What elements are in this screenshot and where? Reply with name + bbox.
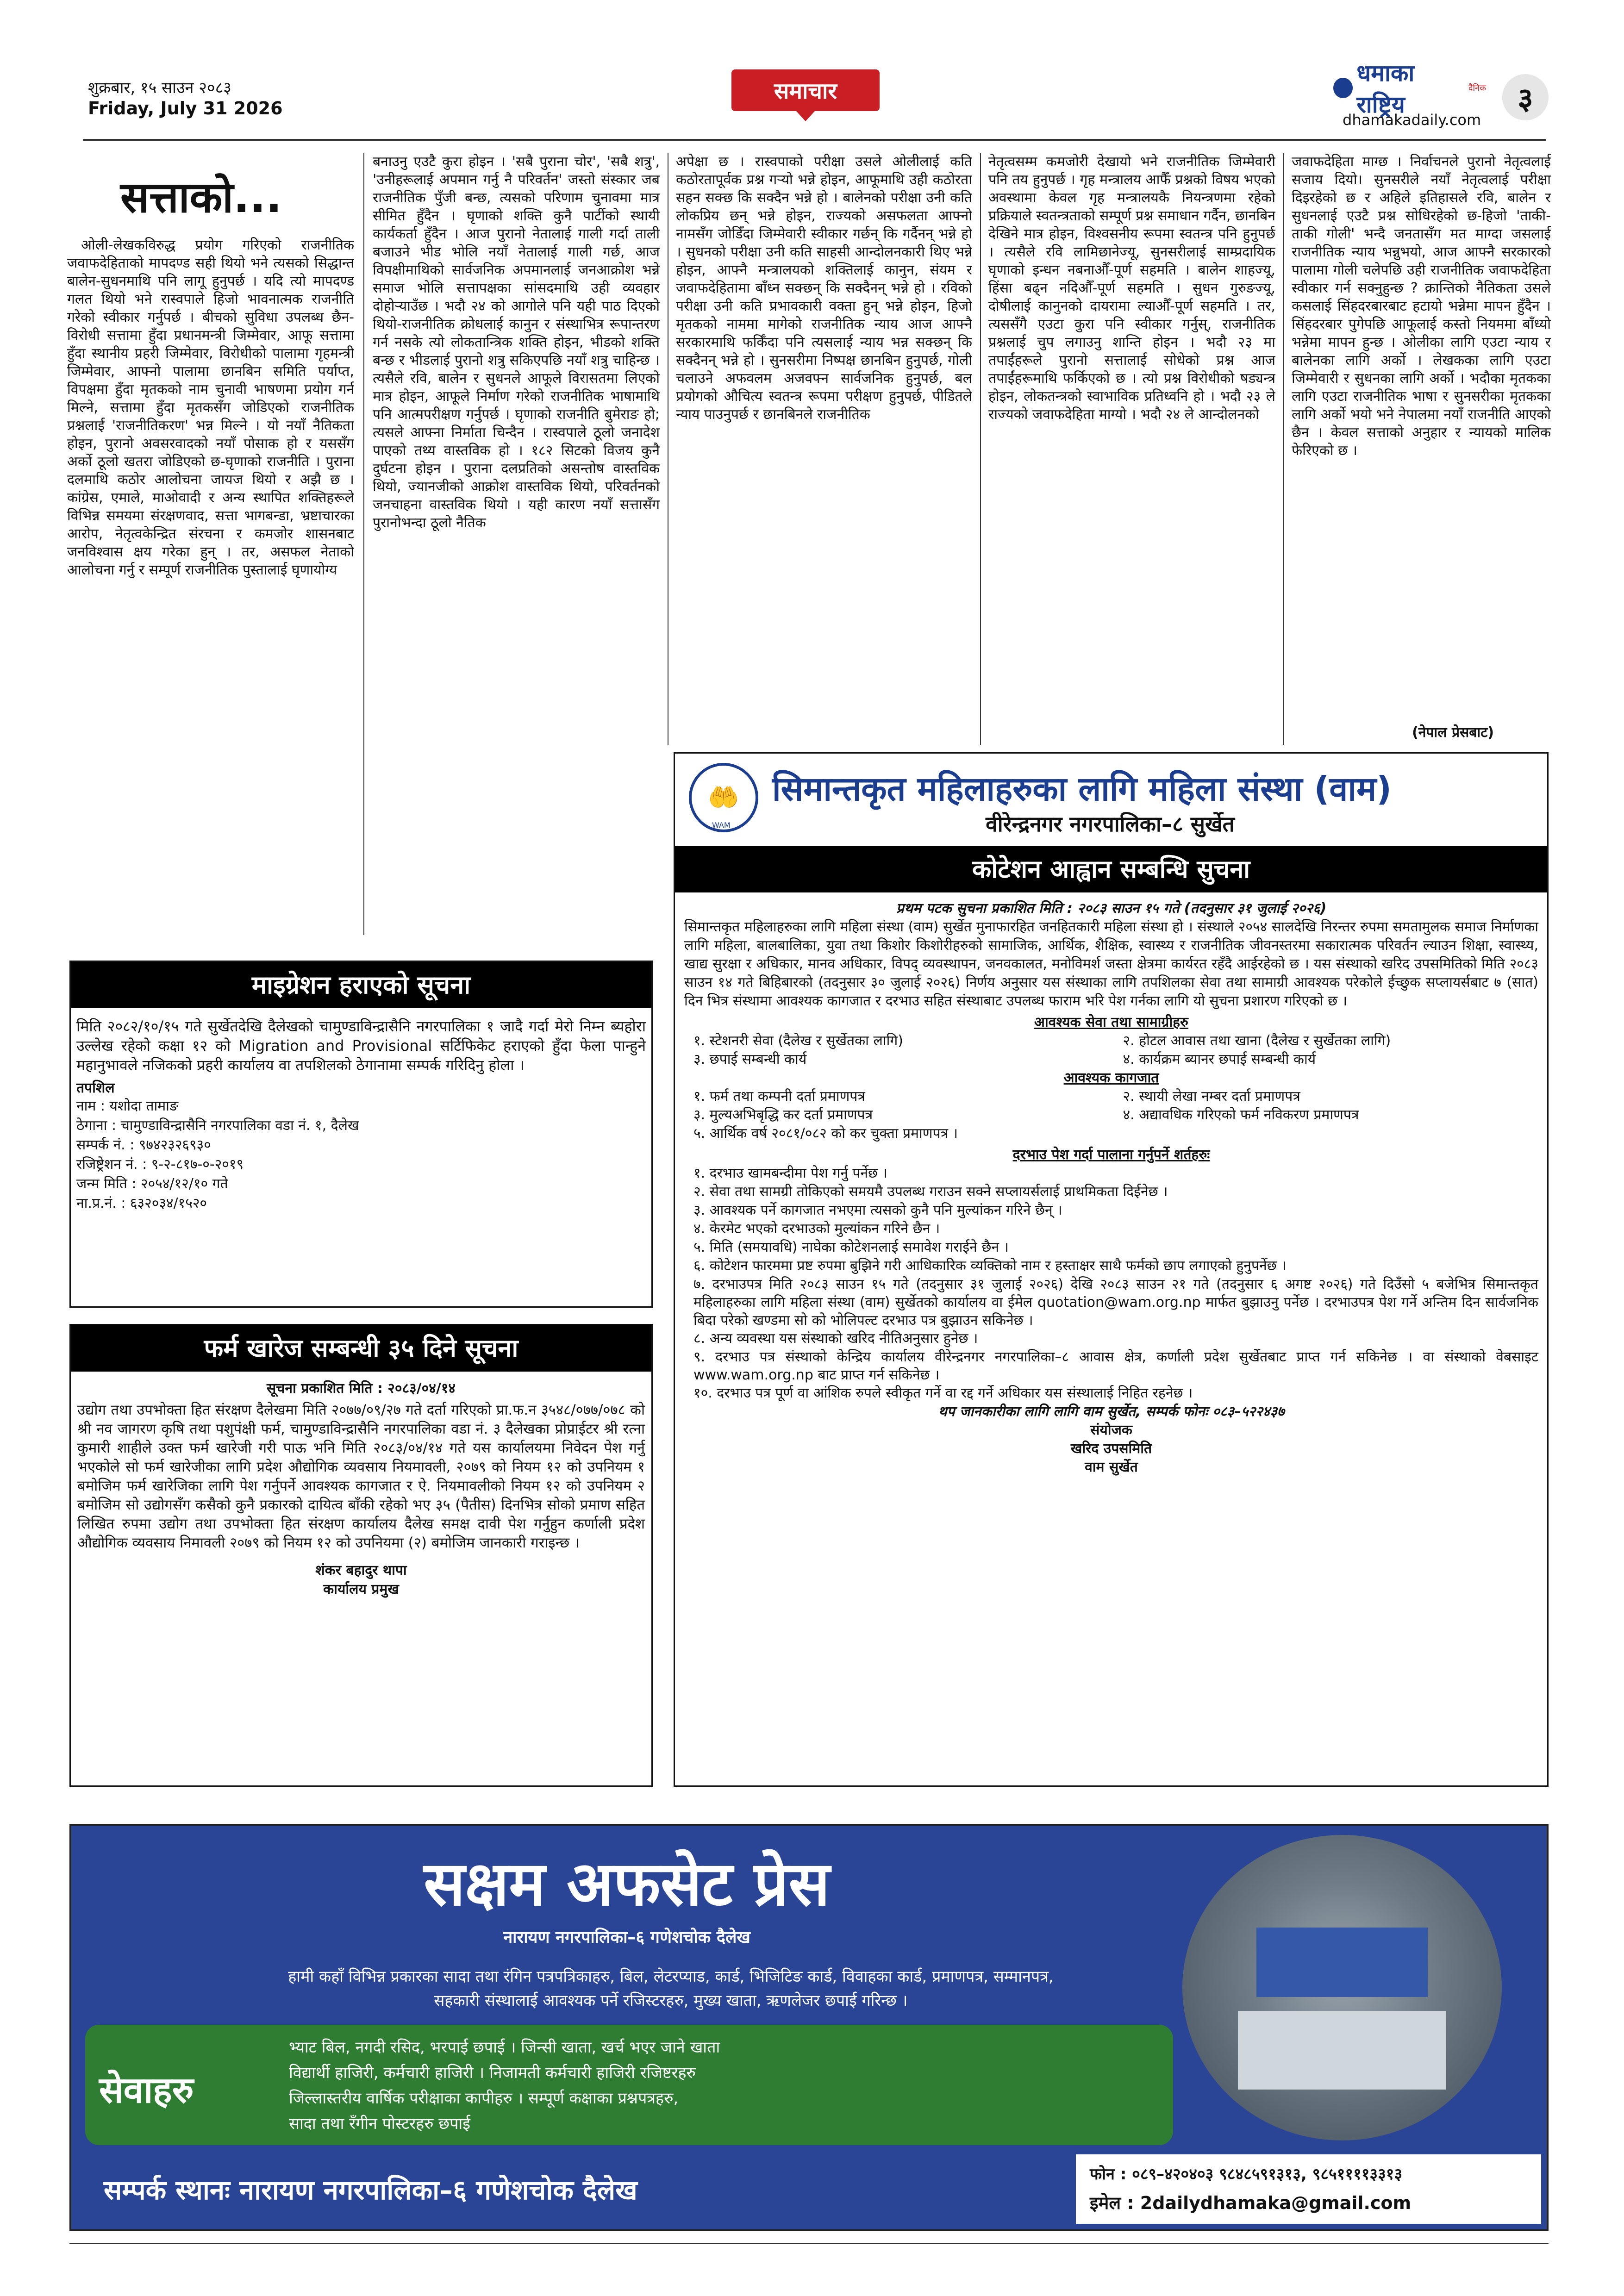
detail-registration: रजिष्ट्रेशन नं. : ९-२-८१७-०-२०१९ <box>76 1156 244 1173</box>
ad-press-intro: हामी कहाँ विभिन्न प्रकारका सादा तथा रंगिन पत्रपत्रिकाहरु, बिल, लेटरप्याड, कार्ड, भिजिटिङ कार्ड, विवाहका कार्ड, प्रमाणपत्र, सम्मानपत्र, सहकारी संस्थालाई आवश्यक पर्ने रजिस्टरहरु, मुख्य खाता, ऋणलेजर छपाई गरिन्छ । <box>288 1967 1054 2010</box>
wam-condition-item: ४. केरमेट भएको दरभाउको मुल्यांकन गरिने छैन । <box>693 1221 940 1237</box>
wam-conditions-heading: दरभाउ पेश गर्दा पालाना गर्नुपर्ने शर्तहरुः <box>1012 1147 1210 1163</box>
header-date-np: शुक्रबार, १५ साउन २०८३ <box>88 79 231 97</box>
section-label-text: समाचार <box>774 78 837 104</box>
wam-conditions-list <box>684 1164 1538 1403</box>
article-column-5: जवाफदेहिता माग्छ । निर्वाचनले पुरानो नेतृत्वलाई सजाय दियो। सुनसरीले नयाँ नेतृत्वलाई परीक्षा दिइरहेको छ र अहिले इतिहासले रवि, बालेन र सुधनलाई एउटै प्रश्न सोधिरहेको छ-हिजो 'ताकी-ताकी गोली' भन्दै जनतासँग मत माग्दा जसलाई राजनीतिक न्याय भन्नुभयो, आज आफ्नै सरकारको पालामा गोली चलेपछि उही राजनीतिक जवाफदेहिता स्वीकार गर्न सक्नुहुन्छ ? क्रान्तिको नैतिकता उसले कसलाई सिंहदरबारबाट हटायो भन्नेमा मापन हुँदैन । सिंहदरबार पुगेपछि आफूलाई कस्तो नियममा बाँध्यो भन्नेमा मापन हुन्छ । ओलीका लागि एउटा न्याय र बालेनका लागि अर्को । लेखकका लागि एउटा जिम्मेवारी र सुधनका लागि अर्को । भदौका मृतकका लागि एउटा राजनीतिक भाषा र सुनसरीका मृतकका लागि अर्को भयो भने नेपालमा नयाँ राजनीति आएको छैन । केवल सत्ताको अनुहार र न्यायको मालिक फेरिएको छ । <box>1292 154 1551 459</box>
ad-service-line: जिल्लास्तरीय वार्षिक परीक्षाका कापीहरु । सम्पूर्ण कक्षाका प्रश्नपत्रहरु, <box>289 2089 679 2108</box>
column-divider <box>1283 153 1284 745</box>
wam-document-item: ५. आर्थिक वर्ष २०८१/०८२ को कर चुक्ता प्रमाणपत्र । <box>693 1125 958 1142</box>
wam-document-item: ४. अद्यावधिक गरिएको फर्म नविकरण प्रमाणपत्र <box>1123 1107 1359 1123</box>
ad-service-line: भ्याट बिल, नगदी रसिद, भरपाई छपाई । जिन्सी खाता, खर्च भएर जाने खाता <box>289 2038 720 2057</box>
notice-wam <box>674 752 1549 1787</box>
notice-firm-signatory-name: शंकर बहादुर थापा <box>315 1562 407 1578</box>
wam-sign-3: वाम सुर्खेत <box>1085 1459 1138 1475</box>
article-column-1: ओली-लेखकविरुद्ध प्रयोग गरिएको राजनीतिक जवाफदेहिताको मापदण्ड सही थियो भने त्यसको सिद्धान्त बालेन-सुधनमाथि पनि लागू हुनुपर्छ । यदि त्यो मापदण्ड गलत थियो भने रास्वपाले हिजो भावनात्मक राजनीति गरेको स्वीकार गर्नुपर्छ । बीचको सुविधा उपलब्ध छैन-विरोधी सत्तामा हुँदा प्रधानमन्त्री जिम्मेवार, आफू सत्तामा हुँदा स्थानीय प्रहरी जिम्मेवार, विरोधीको पालामा गृहमन्त्री जिम्मेवार, आफ्नो पालामा छानबिन समिति पर्याप्त, विपक्षमा हुँदा मृतकको नाम चुनावी भाषणमा प्रयोग गर्न मिल्ने, सत्तामा हुँदा मृतकसँग जोडिएको राजनीतिक प्रश्नलाई 'राजनीतिकरण' भन्न मिल्ने । यो नयाँ नैतिकता होइन, पुरानो अवसरवादको नयाँ पोसाक हो र यससँग अर्को ठूलो खतरा जोडिएको छ-घृणाको राजनीति । पुराना दलमाथि कठोर आलोचना जायज थियो र अझै छ । कांग्रेस, एमाले, माओवादी र अन्य स्थापित शक्तिहरूले विभिन्न समयमा संरक्षणवाद, सत्ता भागबन्डा, भ्रष्टाचारका आरोप, नेतृत्वकेन्द्रित संरचना र कमजोर शासनबाट जनविश्वास क्षय गरेका हुन् । तर, असफल नेताको आलोचना गर्नु र सम्पूर्ण राजनीतिक पुस्तालाई घृणायोग्य <box>67 237 354 578</box>
footer-rule <box>69 2243 1549 2244</box>
wam-title: कोटेशन आह्वान सम्बन्धि सुचना <box>675 846 1547 892</box>
ad-service-line: सादा तथा रँगीन पोस्टरहरु छपाई <box>289 2115 470 2133</box>
article-column-4: नेतृत्वसम्म कमजोरी देखायो भने राजनीतिक जिम्मेवारी पनि तय हुनुपर्छ । गृह मन्त्रालय आफैँ प्रश्नको विषय भएको अवस्थामा केवल गृह मन्त्रालयकै नियन्त्रणमा रहेको प्रक्रियाले स्वतन्त्रताको सम्पूर्ण प्रश्न समाधान गर्दैन, छानबिन देखिने मात्र होइन, विश्वसनीय रूपमा स्वतन्त्र पनि हुनुपर्छ । त्यसैले रवि लामिछानेज्यू, सुनसरीलाई साम्प्रदायिक घृणाको इन्धन नबनाऔँ-पूर्ण सहमति । बालेन शाहज्यू, हिंसा बढ्न नदिऔँ-पूर्ण सहमति । सुधन गुरुङज्यू, दोषीलाई कानुनको दायरामा ल्याऔँ-पूर्ण सहमति । तर, त्यससँगै एउटा कुरा पनि स्वीकार गर्नुस्, राजनीतिक प्रश्नलाई चुप लगाउनु शान्ति होइन । भदौ २३ मा तपाईंहरूले पुरानो सत्तालाई सोधेको प्रश्न आज तपाईंहरूमाथि फर्किएको छ । त्यो प्रश्न विरोधीको षड्यन्त्र होइन, लोकतन्त्रको स्वाभाविक प्रतिध्वनि हो । भदौ २३ ले राज्यको जवाफदेहिता माग्यो । भदौ २४ ले आन्दोलनको <box>988 154 1275 423</box>
wam-documents-list <box>684 1087 1538 1124</box>
wam-document-item: २. स्थायी लेखा नम्बर दर्ता प्रमाणपत्र <box>1123 1088 1300 1104</box>
notice-migration-details <box>71 1097 651 1213</box>
detail-address: ठेगाना : चामुण्डाविन्द्रासैनि नगरपालिका वडा नं. १, दैलेख <box>76 1117 359 1134</box>
ad-services-panel <box>85 2025 1173 2145</box>
paper-tag: दैनिक <box>1468 83 1486 93</box>
detail-phone: सम्पर्क नं. : ९७४२३२६९३० <box>76 1137 211 1153</box>
section-label <box>731 69 880 111</box>
ad-contact-label: सम्पर्क स्थानः नारायण नगरपालिका–६ गणेशचोक दैलेख <box>104 2174 637 2206</box>
wam-org-address: वीरेन्द्रनगर नगरपालिका–८ सुर्खेत <box>986 811 1235 836</box>
ad-press-address: नारायण नगरपालिका–६ गणेशचोक दैलेख <box>503 1928 750 1947</box>
notice-migration-details-heading: तपशिल <box>76 1080 115 1096</box>
wam-condition-item: ३. आवश्यक पर्ने कागजात नभएमा त्यसको कुनै पनि मुल्यांकन गरिने छैन् । <box>693 1202 1062 1218</box>
ad-contact-box <box>1076 2154 1541 2224</box>
notice-firm-published: सूचना प्रकाशित मिति : २०८३/०४/१४ <box>267 1380 456 1397</box>
wam-condition-item: १. दरभाउ खामबन्दीमा पेश गर्नु पर्नेछ । <box>693 1165 887 1181</box>
notice-firm-title: फर्म खारेज सम्बन्धी ३५ दिने सूचना <box>71 1325 651 1372</box>
notice-migration-title: माइग्रेशन हराएको सूचना <box>71 962 651 1008</box>
ad-email: इमेल : 2dailydhamaka@gmail.com <box>1090 2193 1412 2213</box>
wam-sign-2: खरिद उपसमिति <box>1070 1441 1152 1457</box>
wam-service-item: १. स्टेशनरी सेवा (दैलेख र सुर्खेतका लागि) <box>693 1033 903 1049</box>
article-column-3: अपेक्षा छ । रास्वपाको परीक्षा उसले ओलीलाई कति कठोरतापूर्वक प्रश्न गर्‍यो भन्ने होइन, आफूमाथि उही कठोरता सहन सक्छ कि सक्दैन भन्ने हो । बालेनको परीक्षा उनी कति लोकप्रिय छन् भन्ने होइन, राज्यको असफलता आफ्नो नामसँग जोडिँदा जिम्मेवारी स्वीकार गर्छन् कि गर्दैनन् भन्ने हो । सुधनको परीक्षा उनी कति साहसी आन्दोलनकारी थिए भन्ने होइन, आफ्नै मन्त्रालयको शक्तिलाई कानुन, संयम र जवाफदेहितामा बाँध्न सक्छन् कि सक्दैनन् भन्ने हो । रविको परीक्षा उनी कति प्रभावकारी वक्ता हुन् भन्ने होइन, हिजो मृतकको नाममा मागेको राजनीतिक न्याय आज आफ्नै सरकारमाथि फर्किँदा पनि त्यसलाई न्याय भन्न सक्छन् कि सक्दैनन् भन्ने हो । सुनसरीमा निष्पक्ष छानबिन हुनुपर्छ, गोली चलाउने अफवलम अजवफ्न सार्वजनिक हुनुपर्छ, बल प्रयोगको औचित्य स्वतन्त्र रूपमा परीक्षण हुनुपर्छ, पीडितले न्याय पाउनुपर्छ र छानबिनले राजनीतिक <box>676 154 972 423</box>
wam-condition-item: ७. दरभाउपत्र मिति २०८३ साउन १५ गते (तदनुसार ३१ जुलाई २०२६) देखि २०८३ साउन २१ गते (तदनुसार ६ अगष्ट २०२६) गते दिउँसो ५ बजेभित्र सिमान्तकृत महिलाहरुका लागि महिला संस्था (वाम) सुर्खेतको कार्यालय वा ईमेल quotation@wam.org.np मार्फत बुझाउनु पर्नेछ । दरभाउपत्र पेश गर्ने अन्तिम दिन सार्वजनिक बिदा परेको खण्डमा सो को भोलिपल्ट दरभाउ पत्र बुझाउन सकिनेछ । <box>693 1276 1538 1329</box>
wam-logo-text: WAM <box>712 821 731 830</box>
machine-roller <box>1256 1928 1428 1997</box>
detail-name: नाम : यशोदा तामाङ <box>76 1098 179 1114</box>
wam-condition-item: ९. दरभाउ पत्र संस्थाको केन्द्रिय कार्यालय वीरेन्द्रनगर नगरपालिका–८ आवास क्षेत्र, कर्णाली प्रदेश सुर्खेतबाट प्राप्त गर्न सकिनेछ । वा संस्थाको वेबसाइट www.wam.org.np बाट प्राप्त गर्न सकिनेछ । <box>693 1349 1538 1383</box>
wam-condition-item: ८. अन्य व्यवस्था यस संस्थाको खरिद नीतिअनुसार हुनेछ । <box>693 1330 978 1347</box>
wam-services-heading: आवश्यक सेवा तथा सामाग्रीहरु <box>1034 1014 1188 1030</box>
globe-icon <box>1333 78 1353 98</box>
section-label-pointer <box>796 111 815 121</box>
wam-content <box>684 899 1538 1477</box>
paper-name: धमाका राष्ट्रिय <box>1356 60 1415 118</box>
wam-documents-heading: आवश्यक कागजात <box>1063 1070 1159 1086</box>
ad-service-line: विद्यार्थी हाजिरी, कर्मचारी हाजिरी । निजामती कर्मचारी हाजिरी रजिष्टरहरु <box>289 2064 696 2082</box>
wam-condition-item: १०. दरभाउ पत्र पूर्ण वा आंशिक रुपले स्वीकृत गर्ने वा रद्द गर्ने अधिकार यस संस्थालाई निहित रहनेछ । <box>693 1385 1193 1401</box>
article-title: सत्ताको... <box>120 173 282 222</box>
wam-sign-1: संयोजक <box>1090 1422 1132 1438</box>
wam-service-item: २. होटल आवास तथा खाना (दैलेख र सुर्खेतका लागि) <box>1123 1033 1391 1049</box>
wam-published: प्रथम पटक सुचना प्रकाशित मिति : २०८३ साउन १५ गते (तदनुसार ३१ जुलाई २०२६) <box>896 900 1327 917</box>
header-rule <box>83 139 1546 141</box>
wam-contact-line: थप जानकारीका लागि लागि वाम सुर्खेत, सम्पर्क फोनः ०८३–५२२४३७ <box>938 1404 1285 1420</box>
detail-birthdate: जन्म मिति : २०५४/१२/१० गते <box>76 1176 228 1192</box>
column-divider <box>363 153 364 935</box>
paper-logo <box>1333 60 1486 118</box>
detail-citizenship: ना.प्र.नं. : ६३२०३४/१५२० <box>76 1195 207 1211</box>
notice-migration-body: मिति २०८२/१०/१५ गते सुर्खेतदेखि दैलेखको चामुण्डाविन्द्रासैनि नगरपालिका १ जादै गर्दा मेरो निम्न ब्यहोरा उल्लेख रहेको कक्षा १२ को Migration and Provisional सर्टिफिकेट हराएको हुँदा फेला पान्हुने महानुभावले नजिकको प्रहरी कार्यालय वा तपशिलको ठेगानामा सम्पर्क गरिदिनु होला । <box>76 1017 646 1074</box>
notice-migration <box>69 961 653 1308</box>
wam-services-list <box>684 1032 1538 1069</box>
wam-service-item: ४. कार्यक्रम ब्यानर छपाई सम्बन्धी कार्य <box>1123 1051 1316 1067</box>
ad-services-list <box>289 2035 720 2137</box>
website: dhamakadaily.com <box>1343 111 1481 129</box>
page-number <box>1502 74 1549 120</box>
ad-printing-machine-photo <box>1182 1835 1502 2140</box>
article-source: (नेपाल प्रेसबाट) <box>1412 724 1494 741</box>
page-number-text: ३ <box>1518 81 1533 116</box>
header-date-en: Friday, July 31 2026 <box>88 98 283 119</box>
machine-tray <box>1238 2011 1446 2090</box>
notice-firm <box>69 1324 653 1787</box>
ad-press <box>69 1824 1549 2231</box>
wam-condition-item: २. सेवा तथा सामग्री तोकिएको समयमै उपलब्ध गराउन सक्ने सप्लायर्सलाई प्राथमिकता दिईनेछ । <box>693 1184 1168 1200</box>
ad-services-label: सेवाहरु <box>99 2070 194 2111</box>
hands-icon: 🤲 <box>708 783 739 812</box>
column-divider <box>980 153 981 745</box>
notice-firm-body: उद्योग तथा उपभोक्ता हित संरक्षण दैलेखमा मिति २०७७/०९/२७ गते दर्ता गरिएको प्रा.फ.न ३५४८/०७७/०७८ को श्री नव जागरण कृषि तथा पशुपंक्षी फर्म, चामुण्डाविन्द्रासैनि नगरपालिका वडा नं. ३ दैलेखका प्रोप्राईटर श्री रत्ना कुमारी शाहीले उक्त फर्म खारेजी गरी पाऊ भनि मिति २०८३/०४/१४ गते यस कार्यालयमा निवेदन पेश गर्नु भएकोले सो फर्म खारेजीका लागि प्रदेश औद्योगिक व्यवसाय नियमावली, २०७९ को नियम १२ को उपनियम १ बमोजिम फर्म खारेजिका लागि पेश गर्नुपर्ने आवश्यक कागजात र ऐ. नियमावलीको नियम १२ को उपनियम २ बमोजिम सो उद्योगसँग कसैको कुनै प्रकारको दायित्व बाँकी रहेको भए ३५ (पैतीस) दिनभित्र सोको प्रमाण सहित लिखित रुपमा उद्योग तथा उपभोक्ता हित संरक्षण कार्यालय दैलेख समक्ष दावी पेश गर्नुहुन कर्णाली प्रदेश औद्योगिक व्यवसाय निमावली २०७९ को नियम १२ को उपनियमा (२) बमोजिम जानकारी गराइन्छ । <box>77 1402 645 1551</box>
wam-condition-item: ५. मिति (समयावधि) नाघेका कोटेशनलाई समावेश गराईने छैन । <box>693 1239 1009 1255</box>
wam-condition-item: ६. कोटेशन फारममा प्रष्ट रुपमा बुझिने गरी आधिकारिक व्यक्तिको नाम र हस्ताक्षर साथै फर्मको छाप लगाएको हुनुपर्नेछ । <box>693 1258 1287 1274</box>
wam-document-item: १. फर्म तथा कम्पनी दर्ता प्रमाणपत्र <box>693 1088 865 1104</box>
wam-service-item: ३. छपाई सम्बन्धी कार्य <box>693 1051 807 1067</box>
wam-document-item: ३. मुल्यअभिबृद्धि कर दर्ता प्रमाणपत्र <box>693 1107 873 1123</box>
ad-press-name: सक्षम अफसेट प्रेस <box>424 1848 830 1920</box>
article-column-2: बनाउनु एउटै कुरा होइन । 'सबै पुराना चोर', 'सबै शत्रु', 'उनीहरूलाई अपमान गर्नु नै परिवर्तन' जस्तो संस्कार जब राजनीतिक पुँजी बन्छ, त्यसको परिणाम चुनावमा मात्र सीमित हुँदैन । घृणाको शक्ति कुनै पार्टीको स्थायी कार्यकर्ता हुँदैन । आज पुरानो नेतालाई गाली गर्दा ताली बजाउने भीड भोलि नयाँ नेतालाई गाली गर्छ, आज विपक्षीमाथिको सार्वजनिक अपमानलाई जनआक्रोश भन्ने समाज भोलि सत्तापक्षका सांसदमाथि उही व्यवहार दोहोर्‍याउँछ । भदौ २४ को आगोले पनि यही पाठ दिएको थियो-राजनीतिक क्रोधलाई कानुन र संस्थाभित्र रूपान्तरण गर्न नसके त्यो लोकतान्त्रिक शक्ति होइन, भीडको शक्ति बन्छ र भीडलाई पुरानो शत्रु सकिएपछि नयाँ शत्रु चाहिन्छ । त्यसैले रवि, बालेन र सुधनले आफूले विरासतमा लिएको मात्र होइन, आफूले निर्माण गरेको राजनीतिक भाषामाथि पनि आत्मपरीक्षण गर्नुपर्छ । घृणाको राजनीति बुमेराङ हो; त्यसले आफ्ना निर्माता चिन्दैन । रास्वपाले ठूलो जनादेश पाएको तथ्य वास्तविक हो । १८२ सिटको विजय कुनै दुर्घटना होइन । पुराना दलप्रतिको असन्तोष वास्तविक थियो, ज्यानजीको आक्रोश वास्तविक थियो, परिवर्तनको जनचाहना वास्तविक थियो । यही कारण नयाँ सत्तासँग पुरानोभन्दा ठूलो नैतिक <box>373 154 660 531</box>
wam-org-name: सिमान्तकृत महिलाहरुका लागि महिला संस्था (वाम) <box>772 769 1392 808</box>
ad-phone: फोन : ०८९–४२०४०३ ९८४८५९१३१३, ९८५११११३३१३ <box>1090 2165 1403 2184</box>
notice-firm-signatory-title: कार्यालय प्रमुख <box>323 1581 399 1597</box>
wam-body: सिमान्तकृत महिलाहरुका लागि महिला संस्था (वाम) सुर्खेत मुनाफारहित जनहितकारी महिला संस्था हो । संस्थाले २०५४ सालदेखि निरन्तर रुपमा समतामुलक समाज निर्माणका लागि महिला, बालबालिका, युवा तथा किशोर किशोरीहरुको सामाजिक, आर्थिक, शैक्षिक, स्वास्थ्य र राजनीतिक जीवनस्तरमा सकारात्मक परिवर्तन ल्याउन शिक्षा, स्वास्थ्य, खाद्य सुरक्षा र अधिकार, मानव अधिकार, विपद् व्यवस्थापन, जनवकालत, मनोविमर्श जस्ता क्षेत्रमा कार्यरत रहँदै आईरहेको छ । यस संस्थाको खरिद उपसमितिको मिति २०८३ साउन १४ गते बिहिबारको (तदनुसार ३० जुलाई २०२६) निर्णय अनुसार यस संस्थाका लागि तपशिलका सेवा तथा सामाग्री आवश्यक परेकोले ईच्छुक सप्लायर्सबाट ७ (सात) दिन भित्र संस्थामा आवश्यक कागजात र दरभाउ सहित संस्थाबाट उपलब्ध फाराम भरि पेश गर्नका लागि यो सुचना प्रशारण गरिएको छ । <box>684 919 1539 1009</box>
